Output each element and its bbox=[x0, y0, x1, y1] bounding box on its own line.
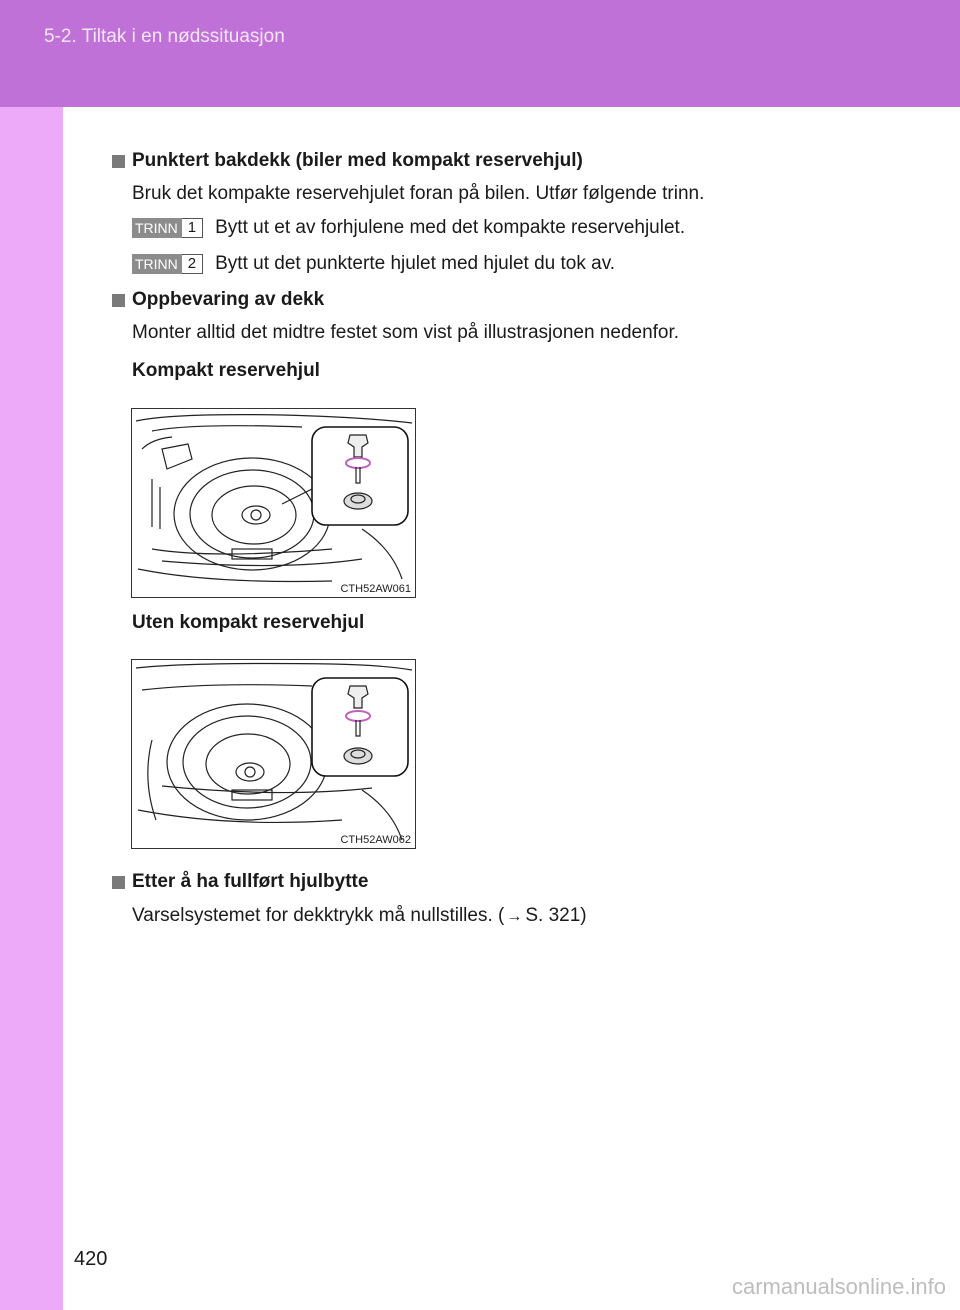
step-text: Bytt ut det punkterte hjulet med hjulet du tok av. bbox=[215, 253, 616, 274]
step-badge bbox=[132, 254, 203, 274]
page-number: 420 bbox=[74, 1248, 108, 1270]
step-badge bbox=[132, 218, 203, 238]
heading-text: Punktert bakdekk (biler med kompakt reservehjul) bbox=[132, 150, 583, 171]
trunk-tire-illustration bbox=[132, 660, 415, 848]
section-title: 5-2. Tiltak i en nødssituasjon bbox=[44, 26, 285, 47]
step-badge-number: 2 bbox=[182, 254, 203, 274]
paragraph: Bruk det kompakte reservehjulet foran på bilen. Utfør følgende trinn. bbox=[132, 183, 705, 204]
heading-text: Etter å ha fullført hjulbytte bbox=[132, 871, 369, 892]
page-header bbox=[0, 0, 960, 107]
step-1 bbox=[132, 217, 685, 239]
bullet-square-icon bbox=[112, 294, 125, 307]
heading-etter bbox=[112, 871, 368, 893]
illustration-compact-spare bbox=[131, 408, 416, 598]
heading-oppbevaring bbox=[112, 289, 324, 311]
heading-punktert bbox=[112, 150, 583, 172]
heading-text: Oppbevaring av dekk bbox=[132, 289, 325, 310]
paragraph: Monter alltid det midtre festet som vist på illustrasjonen nedenfor. bbox=[132, 322, 680, 343]
figure-code: CTH52AW061 bbox=[340, 583, 411, 595]
paragraph-reference bbox=[132, 905, 587, 927]
step-text: Bytt ut et av forhjulene med det kompakte reservehjulet. bbox=[215, 217, 686, 238]
step-badge-label: TRINN bbox=[132, 218, 182, 238]
page-reference-link[interactable]: S. 321) bbox=[525, 905, 587, 926]
trunk-spare-illustration bbox=[132, 409, 415, 597]
illustration-no-compact-spare bbox=[131, 659, 416, 849]
subheading-compact: Kompakt reservehjul bbox=[132, 360, 320, 381]
step-badge-label: TRINN bbox=[132, 254, 182, 274]
bullet-square-icon bbox=[112, 876, 125, 889]
bullet-square-icon bbox=[112, 155, 125, 168]
step-badge-number: 1 bbox=[182, 218, 203, 238]
watermark: carmanualsonline.info bbox=[731, 1274, 946, 1299]
sidebar-tab bbox=[0, 107, 63, 1310]
paragraph-text: Varselsystemet for dekktrykk må nullstilles. ( bbox=[132, 905, 505, 926]
figure-code: CTH52AW062 bbox=[340, 834, 411, 846]
subheading-no-compact: Uten kompakt reservehjul bbox=[132, 612, 365, 633]
step-2 bbox=[132, 253, 615, 275]
arrow-right-icon: → bbox=[506, 908, 523, 925]
